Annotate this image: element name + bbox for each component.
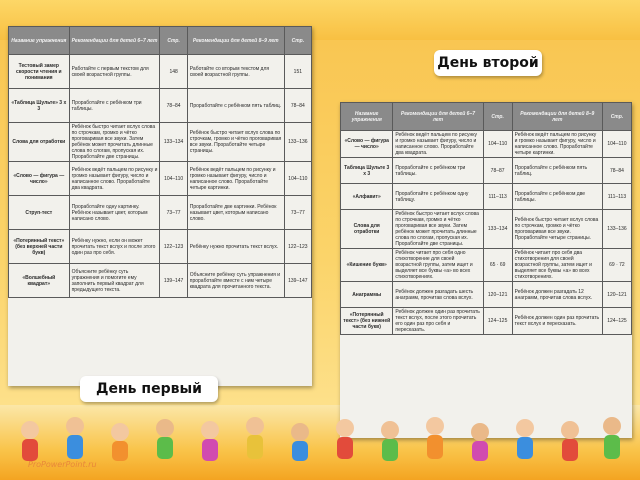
exercise-name: «Кишение букв»	[341, 249, 393, 282]
recommendation-8-9: Проработайте с ребёнком две таблицы.	[512, 184, 602, 210]
exercise-name: «Алфавит»	[341, 184, 393, 210]
recommendation-6-7: Ребёнку нужно, если он может прочитать текст вслух и после этого один раз про себя.	[69, 230, 160, 264]
page-6-7: 104–110	[160, 162, 187, 196]
page-6-7: 120–121	[483, 282, 512, 308]
table-header-row	[9, 27, 312, 55]
page-8-9: 104–110	[602, 131, 631, 158]
recommendation-6-7: Ребёнок быстро читает вслух слова по строчкам, громко и чётко проговаривая все звуки. Затем ребёнок может прочитать длинные слова по слогам, пропуская их. Проработайте две страницы.	[393, 210, 483, 249]
table-row	[341, 184, 632, 210]
page-6-7: 133–134	[160, 123, 187, 162]
page-6-7: 78–84	[160, 89, 187, 123]
exercise-name: «Слово — фигура — число»	[9, 162, 70, 196]
header-page: Стр.	[284, 27, 311, 55]
exercise-name: Анаграммы	[341, 282, 393, 308]
recommendation-8-9: Ребёнку нужно прочитать текст вслух.	[187, 230, 284, 264]
recommendation-6-7: Проработайте с ребёнком три таблицы.	[393, 158, 483, 184]
page-6-7: 122–123	[160, 230, 187, 264]
page-8-9: 133–136	[602, 210, 631, 249]
page-8-9: 139–147	[284, 264, 311, 298]
exercise-table-two	[340, 102, 632, 335]
table-row	[341, 249, 632, 282]
exercise-name: «Таблица Шульте» 3 x 3	[9, 89, 70, 123]
recommendation-6-7: Проработайте с ребёнком три таблицы.	[69, 89, 160, 123]
recommendation-8-9: Проработайте с ребёнком пять таблиц.	[512, 158, 602, 184]
header-page: Стр.	[602, 103, 631, 131]
page-6-7: 104–110	[483, 131, 512, 158]
day-one-label: День первый	[80, 376, 218, 402]
header-recommendations-6-7: Рекомендации для детей 6–7 лет	[69, 27, 160, 55]
exercise-name: «Слово — фигура — число»	[341, 131, 393, 158]
table-header-row	[341, 103, 632, 131]
page-8-9: 151	[284, 55, 311, 89]
recommendation-6-7: Ребёнок читает про себя одно стихотворение для своей возрастной группы, затем ищет и выделяет все буквы «а» во всех стихотворениях.	[393, 249, 483, 282]
exercise-name: «Потерянный текст» (без верхней части букв)	[9, 230, 70, 264]
header-exercise-name: Название упражнения	[9, 27, 70, 55]
table-day-two	[340, 102, 632, 438]
header-recommendations-8-9: Рекомендации для детей 8–9 лет	[187, 27, 284, 55]
exercise-name: «Потерянный текст» (без нижней части букв)	[341, 308, 393, 335]
table-row	[9, 196, 312, 230]
page-8-9: 104–110	[284, 162, 311, 196]
recommendation-6-7: Ребёнок быстро читает вслух слова по строчкам, громко и чётко проговаривая все звуки. Затем ребёнок может прочитать длинные слова по слогам, пропуская их. Проработайте две страницы.	[69, 123, 160, 162]
exercise-name: Тестовый замер скорости чтения и понимания	[9, 55, 70, 89]
recommendation-6-7: Проработайте одну картинку. Ребёнок называет цвет, которым написано слово.	[69, 196, 160, 230]
exercise-name: Струп-тест	[9, 196, 70, 230]
recommendation-6-7: Проработайте с ребёнком одну таблицу.	[393, 184, 483, 210]
header-page: Стр.	[160, 27, 187, 55]
recommendation-8-9: Ребёнок ведёт пальцем по рисунку и громко называет фигуру, число и написанное слово. Проработайте четыре картинки.	[512, 131, 602, 158]
header-recommendations-6-7: Рекомендации для детей 6–7 лет	[393, 103, 483, 131]
page-6-7: 111–113	[483, 184, 512, 210]
page-8-9: 73–77	[284, 196, 311, 230]
table-day-one	[8, 26, 312, 386]
page-8-9: 78–84	[284, 89, 311, 123]
recommendation-8-9: Проработайте две картинки. Ребёнок называет цвет, которым написано слово.	[187, 196, 284, 230]
exercise-name: Слова для отработки	[341, 210, 393, 249]
recommendation-8-9: Работайте со вторым текстом для своей возрастной группы.	[187, 55, 284, 89]
table-row	[9, 123, 312, 162]
page-6-7: 148	[160, 55, 187, 89]
day-two-label: День второй	[434, 50, 542, 76]
exercise-name: «Волшебный квадрат»	[9, 264, 70, 298]
page-8-9: 69 · 72	[602, 249, 631, 282]
table-row	[9, 230, 312, 264]
page-6-7: 139–147	[160, 264, 187, 298]
page-6-7: 73–77	[160, 196, 187, 230]
page-8-9: 120–121	[602, 282, 631, 308]
recommendation-8-9: Объясните ребёнку суть упражнения и проработайте вместе с ним четыре квадрата для прочитанного текста.	[187, 264, 284, 298]
recommendation-6-7: Ребёнок ведёт пальцем по рисунку и громко называет фигуру, число и написанное слово. Проработайте два квадрата.	[393, 131, 483, 158]
exercise-name: Слова для отработки	[9, 123, 70, 162]
table-row	[341, 131, 632, 158]
children-row-icon	[21, 417, 621, 461]
header-exercise-name: Название упражнения	[341, 103, 393, 131]
recommendation-6-7: Работайте с первым текстом для своей возрастной группы.	[69, 55, 160, 89]
table-row	[9, 264, 312, 298]
page-8-9: 124–125	[602, 308, 631, 335]
page-6-7: 65 · 69	[483, 249, 512, 282]
page-8-9: 122–123	[284, 230, 311, 264]
table-row	[9, 89, 312, 123]
page-8-9: 111–113	[602, 184, 631, 210]
page-6-7: 124–125	[483, 308, 512, 335]
exercise-table-one	[8, 26, 312, 298]
recommendation-8-9: Ребёнок быстро читает вслух слова по строчкам, громко и чётко проговаривая все звуки. Проработайте четыре страницы.	[187, 123, 284, 162]
exercise-name: Таблица Шульте 3 x 3	[341, 158, 393, 184]
recommendation-6-7: Ребёнок должен разгадать шесть анаграмм, прочитав слова вслух.	[393, 282, 483, 308]
recommendation-8-9: Ребёнок ведёт пальцем по рисунку и громко называет фигуру, число и написанное слово. Проработайте четыре картинки.	[187, 162, 284, 196]
page-6-7: 133–134	[483, 210, 512, 249]
table-row	[341, 308, 632, 335]
site-logo: ProPowerPoint.ru	[28, 460, 97, 469]
recommendation-6-7: Ребёнок должен один раз прочитать текст вслух, после этого прочитать его один раз про себя и пересказать.	[393, 308, 483, 335]
children-illustration	[0, 408, 640, 468]
table-row	[341, 282, 632, 308]
header-page: Стр.	[483, 103, 512, 131]
table-row	[341, 210, 632, 249]
recommendation-8-9: Проработайте с ребёнком пять таблиц.	[187, 89, 284, 123]
recommendation-6-7: Ребёнок ведёт пальцем по рисунку и громко называет фигуру, число и написанное слово. Проработайте два квадрата.	[69, 162, 160, 196]
table-row	[341, 158, 632, 184]
page-6-7: 78–87	[483, 158, 512, 184]
page-8-9: 133–136	[284, 123, 311, 162]
header-recommendations-8-9: Рекомендации для детей 8–9 лет	[512, 103, 602, 131]
recommendation-8-9: Ребёнок должен один раз прочитать текст вслух и пересказать.	[512, 308, 602, 335]
recommendation-6-7: Объясните ребёнку суть упражнения и помогите ему заполнить первый квадрат для предыдущего текста.	[69, 264, 160, 298]
table-row	[9, 55, 312, 89]
recommendation-8-9: Ребёнок читает про себя два стихотворения для своей возрастной группы, затем ищет и выделяет все буквы «а» во всех стихотворениях.	[512, 249, 602, 282]
page-8-9: 78–84	[602, 158, 631, 184]
recommendation-8-9: Ребёнок должен разгадать 12 анаграмм, прочитав слова вслух.	[512, 282, 602, 308]
recommendation-8-9: Ребёнок быстро читает вслух слова по строчкам, громко и чётко проговаривая все звуки. Проработайте четыре страницы.	[512, 210, 602, 249]
table-row	[9, 162, 312, 196]
